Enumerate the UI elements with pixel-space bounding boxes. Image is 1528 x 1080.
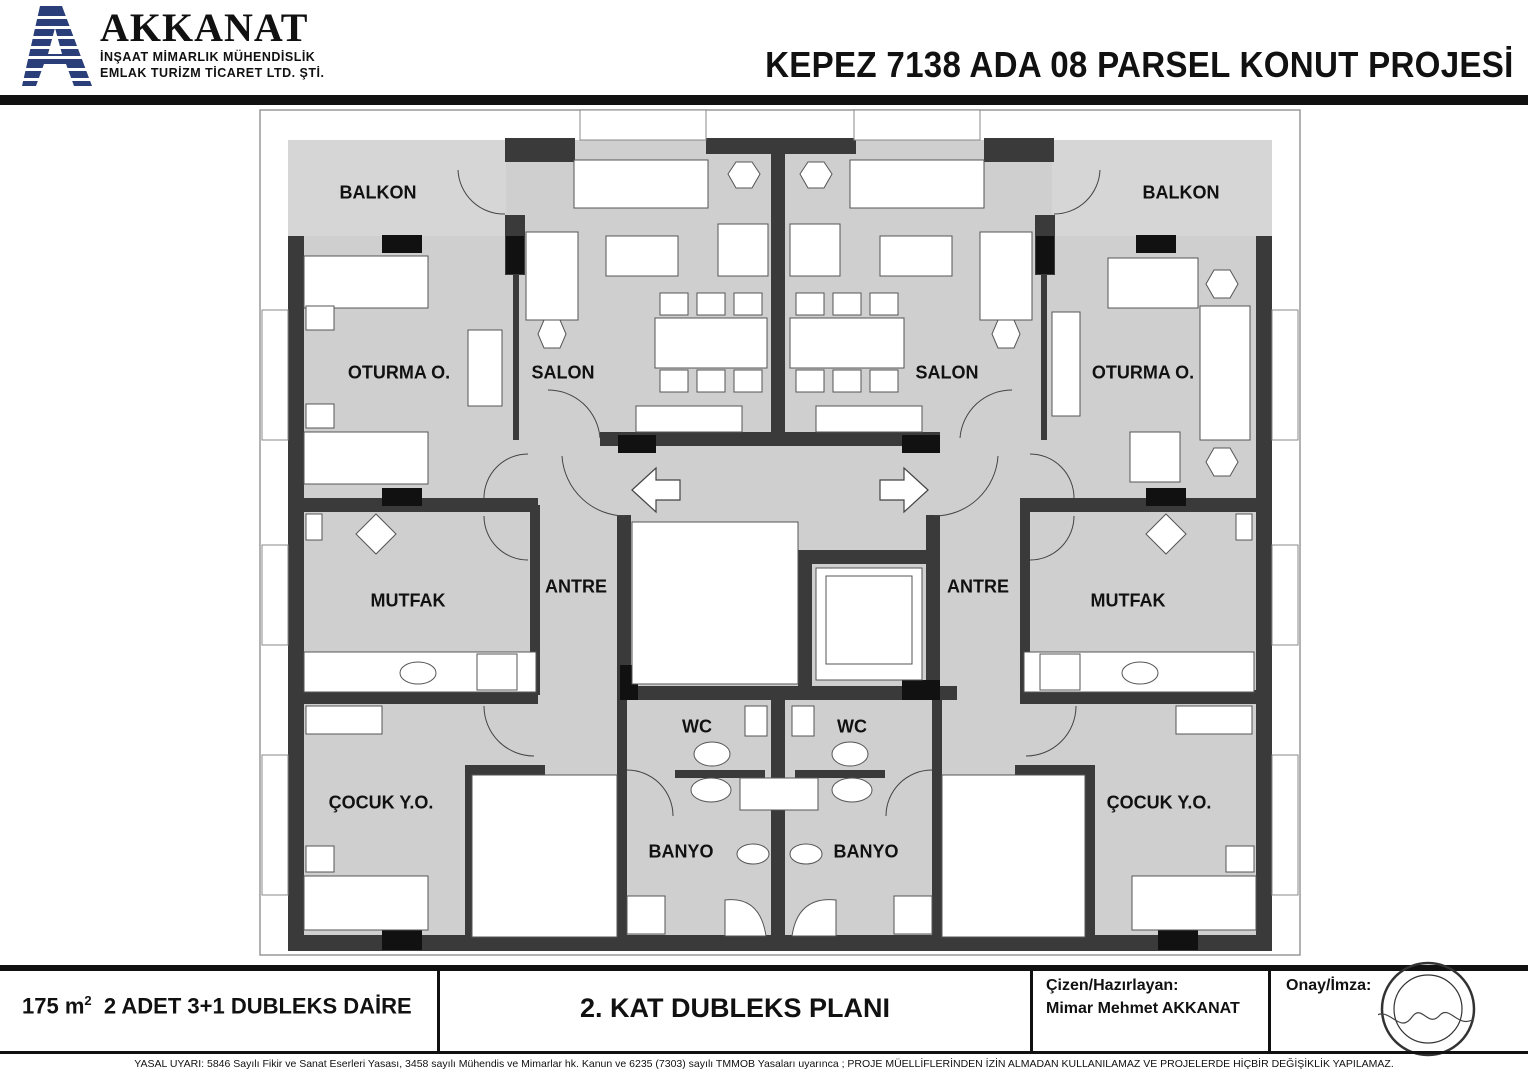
title-block [0, 965, 1528, 1057]
header [0, 0, 1528, 95]
title-block-divider-3 [1268, 971, 1271, 1051]
room-label-oturma-left: OTURMA O. [347, 362, 451, 383]
room-label-mutfak-left: MUTFAK [370, 590, 446, 611]
approval-label: Onay/İmza: [1286, 977, 1372, 994]
company-logo-icon [22, 6, 94, 88]
area-unit-superscript: 2 [84, 993, 92, 1008]
title-block-top-border [0, 965, 1528, 971]
company-name: AKKANAT [100, 5, 309, 50]
plan-name: 2. KAT DUBLEKS PLANI [579, 993, 890, 1023]
floor-plan-drawing [0, 105, 1528, 965]
room-label-antre-right: ANTRE [947, 576, 1009, 597]
area-value: 175 m [22, 993, 85, 1019]
legal-notice: YASAL UYARI: 5846 Sayılı Fikir ve Sanat Eserleri Yasası, 3458 sayılı Mühendis ve Mimarlar hk. Kanun ve 6235 (7303) sayılı TMMOB Yasaları uyarınca ; PROJE MÜELLİFLERİNDEN İZİN ALMADAN KULLANILAMAZ VE PROJELERDE HİÇBİR DEĞİŞİKLİK YAPILAMAZ. [134, 1058, 1394, 1070]
room-label-wc-left: WC [682, 716, 712, 737]
drawn-by-label: Çizen/Hazırlayan: [1046, 977, 1179, 994]
room-label-balkon-left: BALKON [339, 182, 417, 203]
header-divider [0, 95, 1528, 105]
room-label-antre-left: ANTRE [545, 576, 607, 597]
room-label-oturma-right: OTURMA O. [1091, 362, 1195, 383]
official-stamp-icon [1378, 959, 1478, 1059]
project-title: KEPEZ 7138 ADA 08 PARSEL KONUT PROJESİ [765, 44, 1514, 85]
drawn-by-name: Mimar Mehmet AKKANAT [1046, 1000, 1240, 1017]
title-block-divider-2 [1030, 971, 1033, 1051]
unit-description: 2 ADET 3+1 DUBLEKS DAİRE [103, 993, 412, 1019]
room-label-balkon-right: BALKON [1142, 182, 1220, 203]
room-label-salon-right: SALON [915, 362, 979, 383]
room-label-banyo-right: BANYO [833, 841, 899, 862]
room-label-wc-right: WC [837, 716, 867, 737]
area-description [22, 993, 412, 1019]
room-label-salon-left: SALON [531, 362, 595, 383]
company-subtitle-1: İNŞAAT MİMARLIK MÜHENDİSLİK [100, 50, 316, 64]
room-label-mutfak-right: MUTFAK [1090, 590, 1166, 611]
company-subtitle-2: EMLAK TURİZM TİCARET LTD. ŞTİ. [100, 66, 325, 80]
room-label-cocuk-right: ÇOCUK Y.O. [1106, 792, 1212, 813]
floor-plan [0, 105, 1528, 965]
room-label-cocuk-left: ÇOCUK Y.O. [328, 792, 434, 813]
title-block-bottom-border [0, 1051, 1528, 1054]
room-label-banyo-left: BANYO [648, 841, 714, 862]
